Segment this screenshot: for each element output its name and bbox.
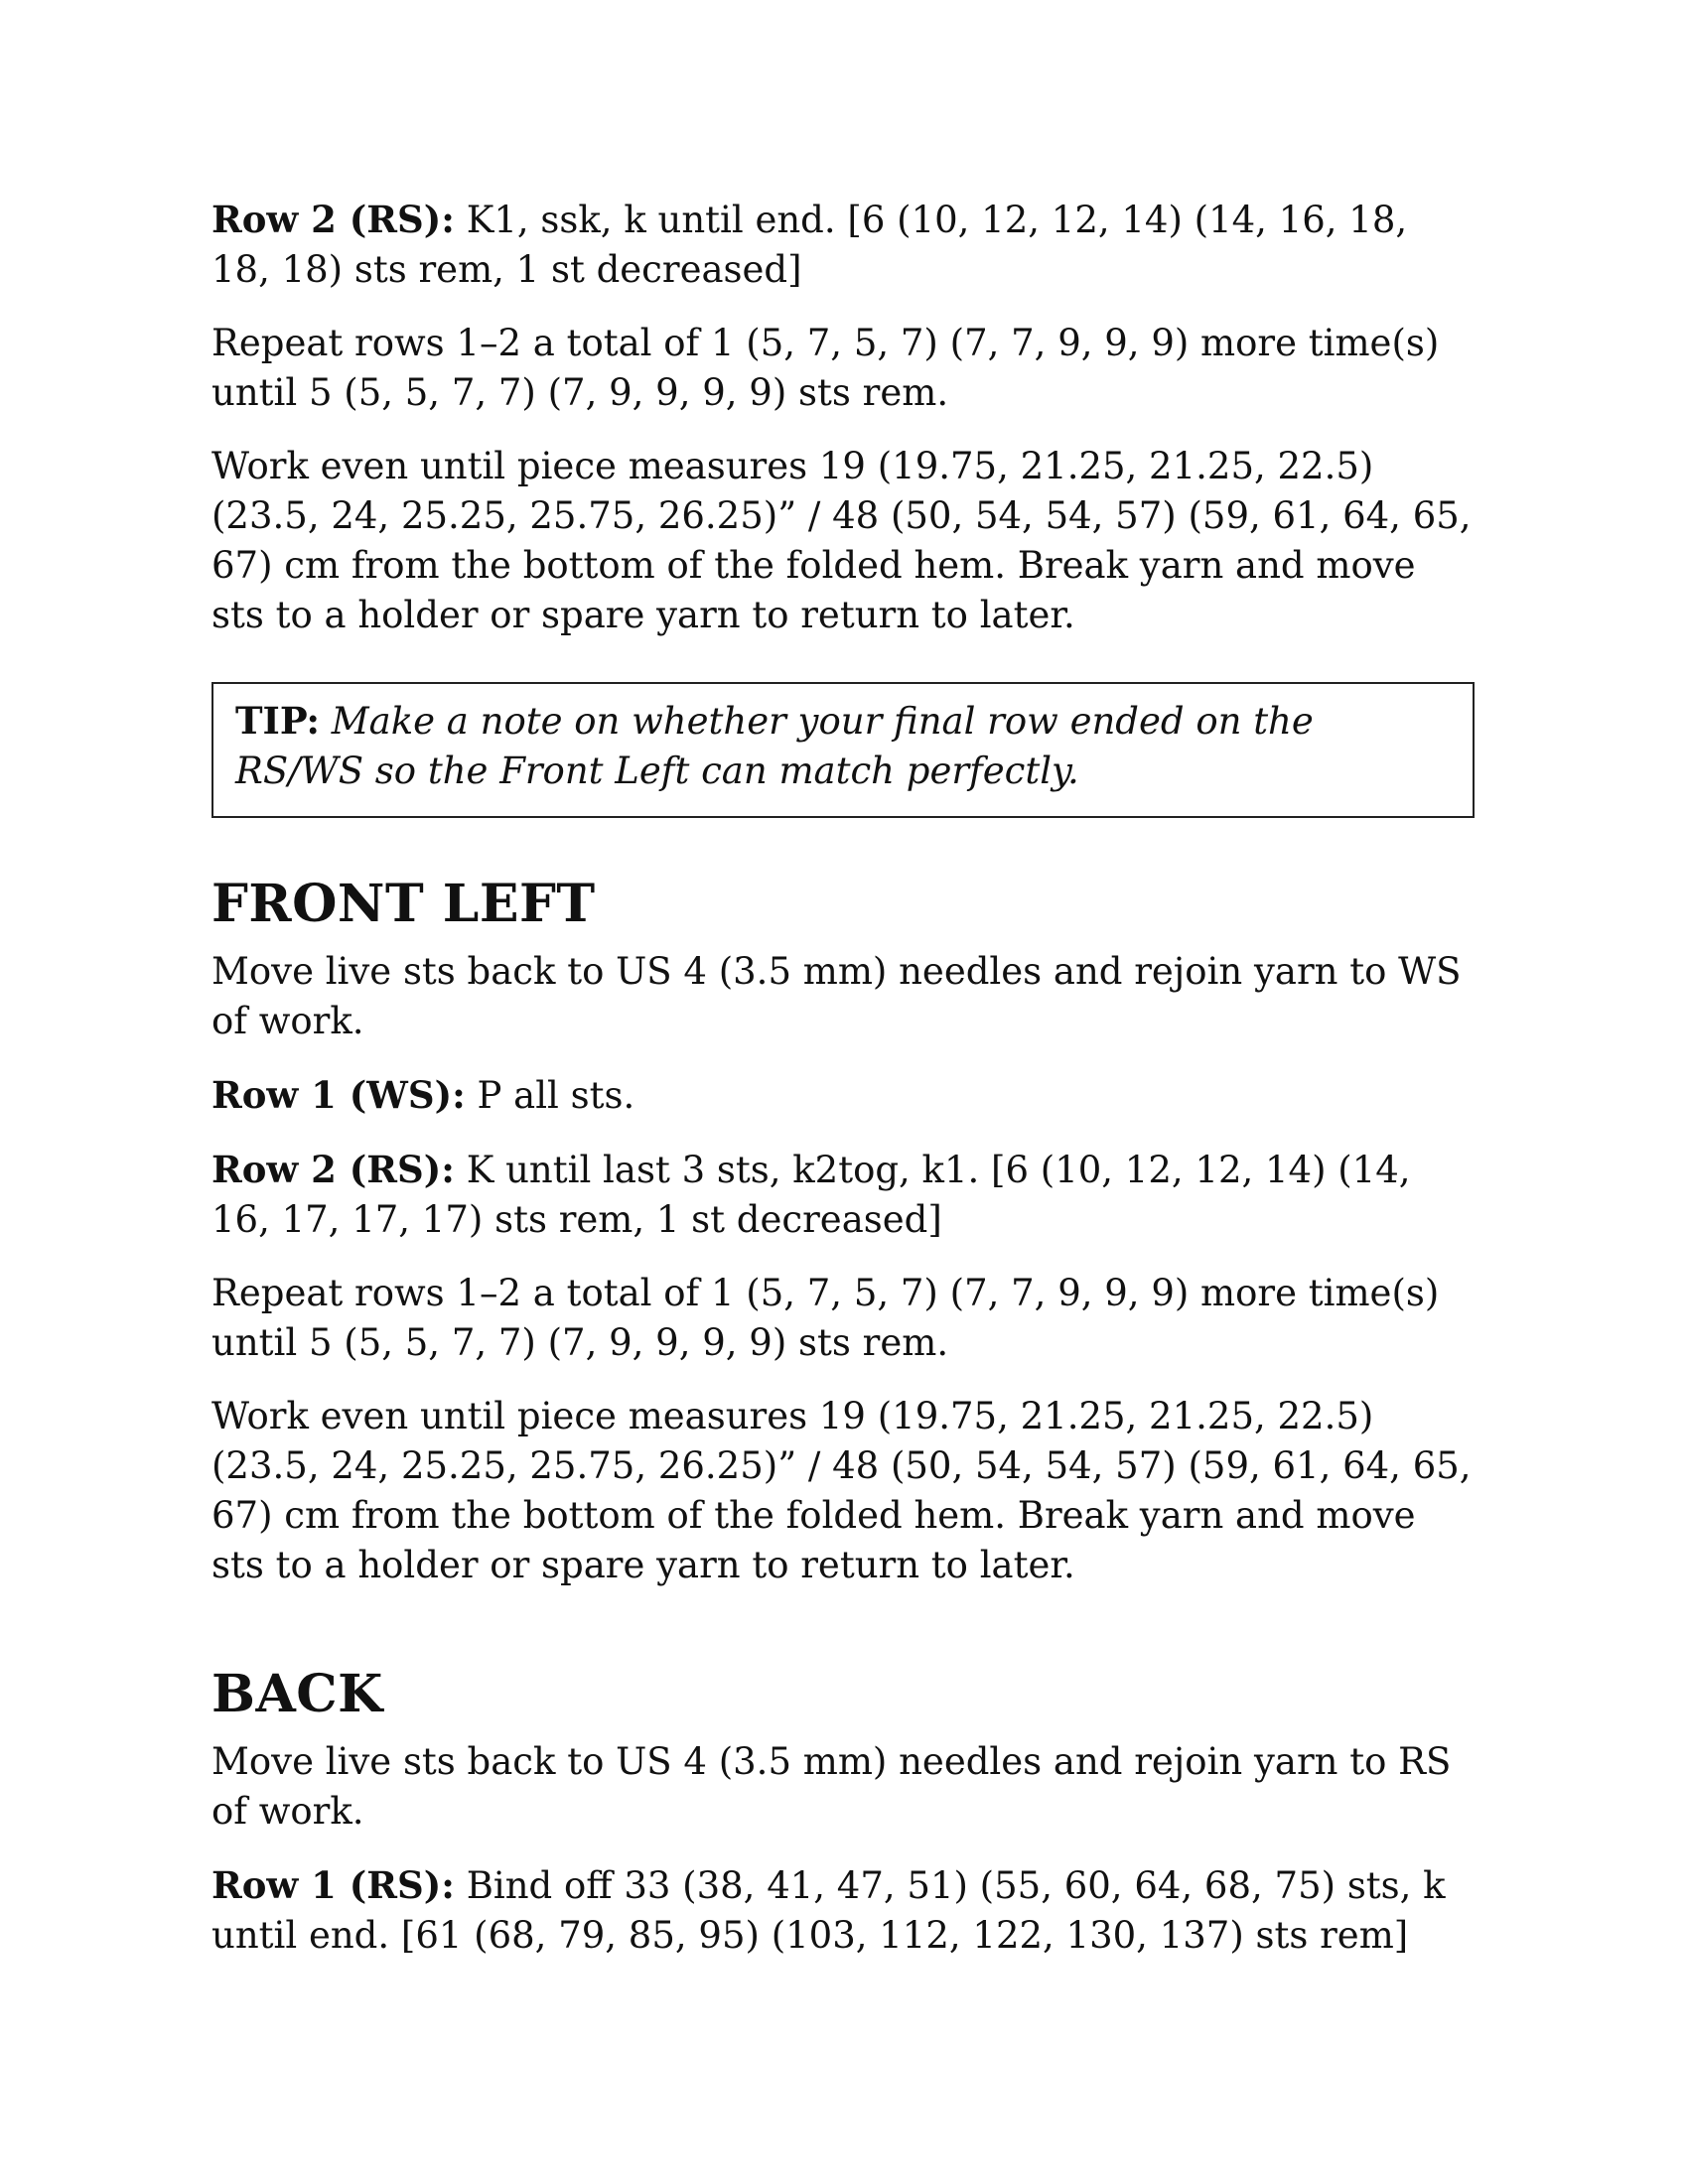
front-left-row-1 (211, 1070, 1475, 1121)
section-spacer (211, 1614, 1475, 1664)
intro-row-2 (211, 195, 1475, 295)
row-instruction: K until last 3 sts, k2tog, k1. [6 (10, 12, 12, 14) (14, 16, 17, 17, 17) sts rem, 1 st decreased] (211, 1149, 1411, 1241)
front-left-row-2 (211, 1145, 1475, 1245)
row-label: Row 1 (WS): (211, 1073, 466, 1117)
front-left-intro: Move live sts back to US 4 (3.5 mm) needles and rejoin yarn to WS of work. (211, 950, 1462, 1042)
row-instruction: Bind off 33 (38, 41, 47, 51) (55, 60, 64, 68, 75) sts, k until end. [61 (68, 79, 85, 95) (103, 112, 122, 130, 137) sts rem] (211, 1864, 1446, 1957)
tip-paragraph (235, 696, 1451, 796)
tip-text: Make a note on whether your final row ended on the RS/WS so the Front Left can match perfectly. (235, 700, 1314, 792)
tip-box (211, 682, 1475, 818)
intro-work-even-instruction: Work even until piece measures 19 (19.75, 21.25, 21.25, 22.5) (23.5, 24, 25.25, 25.75, 26.25)” / 48 (50, 54, 54, 57) (59, 61, 64, 65, 67) cm from the bottom of the folded hem. Break yarn and move sts to a holder or spare yarn to return to later. (211, 445, 1472, 636)
back-row-1 (211, 1860, 1475, 1961)
front-left-repeat-instruction: Repeat rows 1–2 a total of 1 (5, 7, 5, 7) (7, 7, 9, 9, 9) more time(s) until 5 (5, 5, 7, 7) (7, 9, 9, 9, 9) sts rem. (211, 1272, 1440, 1364)
row-label: Row 2 (RS): (211, 198, 455, 241)
back-heading: BACK (211, 1664, 383, 1724)
row-label: Row 2 (RS): (211, 1148, 455, 1191)
row-instruction: K1, ssk, k until end. [6 (10, 12, 12, 14) (14, 16, 18, 18, 18) sts rem, 1 st decreased] (211, 199, 1408, 291)
front-left-work-even-instruction: Work even until piece measures 19 (19.75, 21.25, 21.25, 22.5) (23.5, 24, 25.25, 25.75, 26.25)” / 48 (50, 54, 54, 57) (59, 61, 64, 65, 67) cm from the bottom of the folded hem. Break yarn and move sts to a holder or spare yarn to return to later. (211, 1395, 1472, 1586)
tip-label: TIP: (235, 699, 321, 743)
pattern-page (211, 195, 1475, 1984)
front-left-heading: FRONT LEFT (211, 874, 596, 934)
row-label: Row 1 (RS): (211, 1863, 455, 1907)
intro-repeat-instruction: Repeat rows 1–2 a total of 1 (5, 7, 5, 7) (7, 7, 9, 9, 9) more time(s) until 5 (5, 5, 7, 7) (7, 9, 9, 9, 9) sts rem. (211, 322, 1440, 414)
back-intro: Move live sts back to US 4 (3.5 mm) needles and rejoin yarn to RS of work. (211, 1740, 1452, 1833)
row-instruction: P all sts. (465, 1074, 635, 1117)
